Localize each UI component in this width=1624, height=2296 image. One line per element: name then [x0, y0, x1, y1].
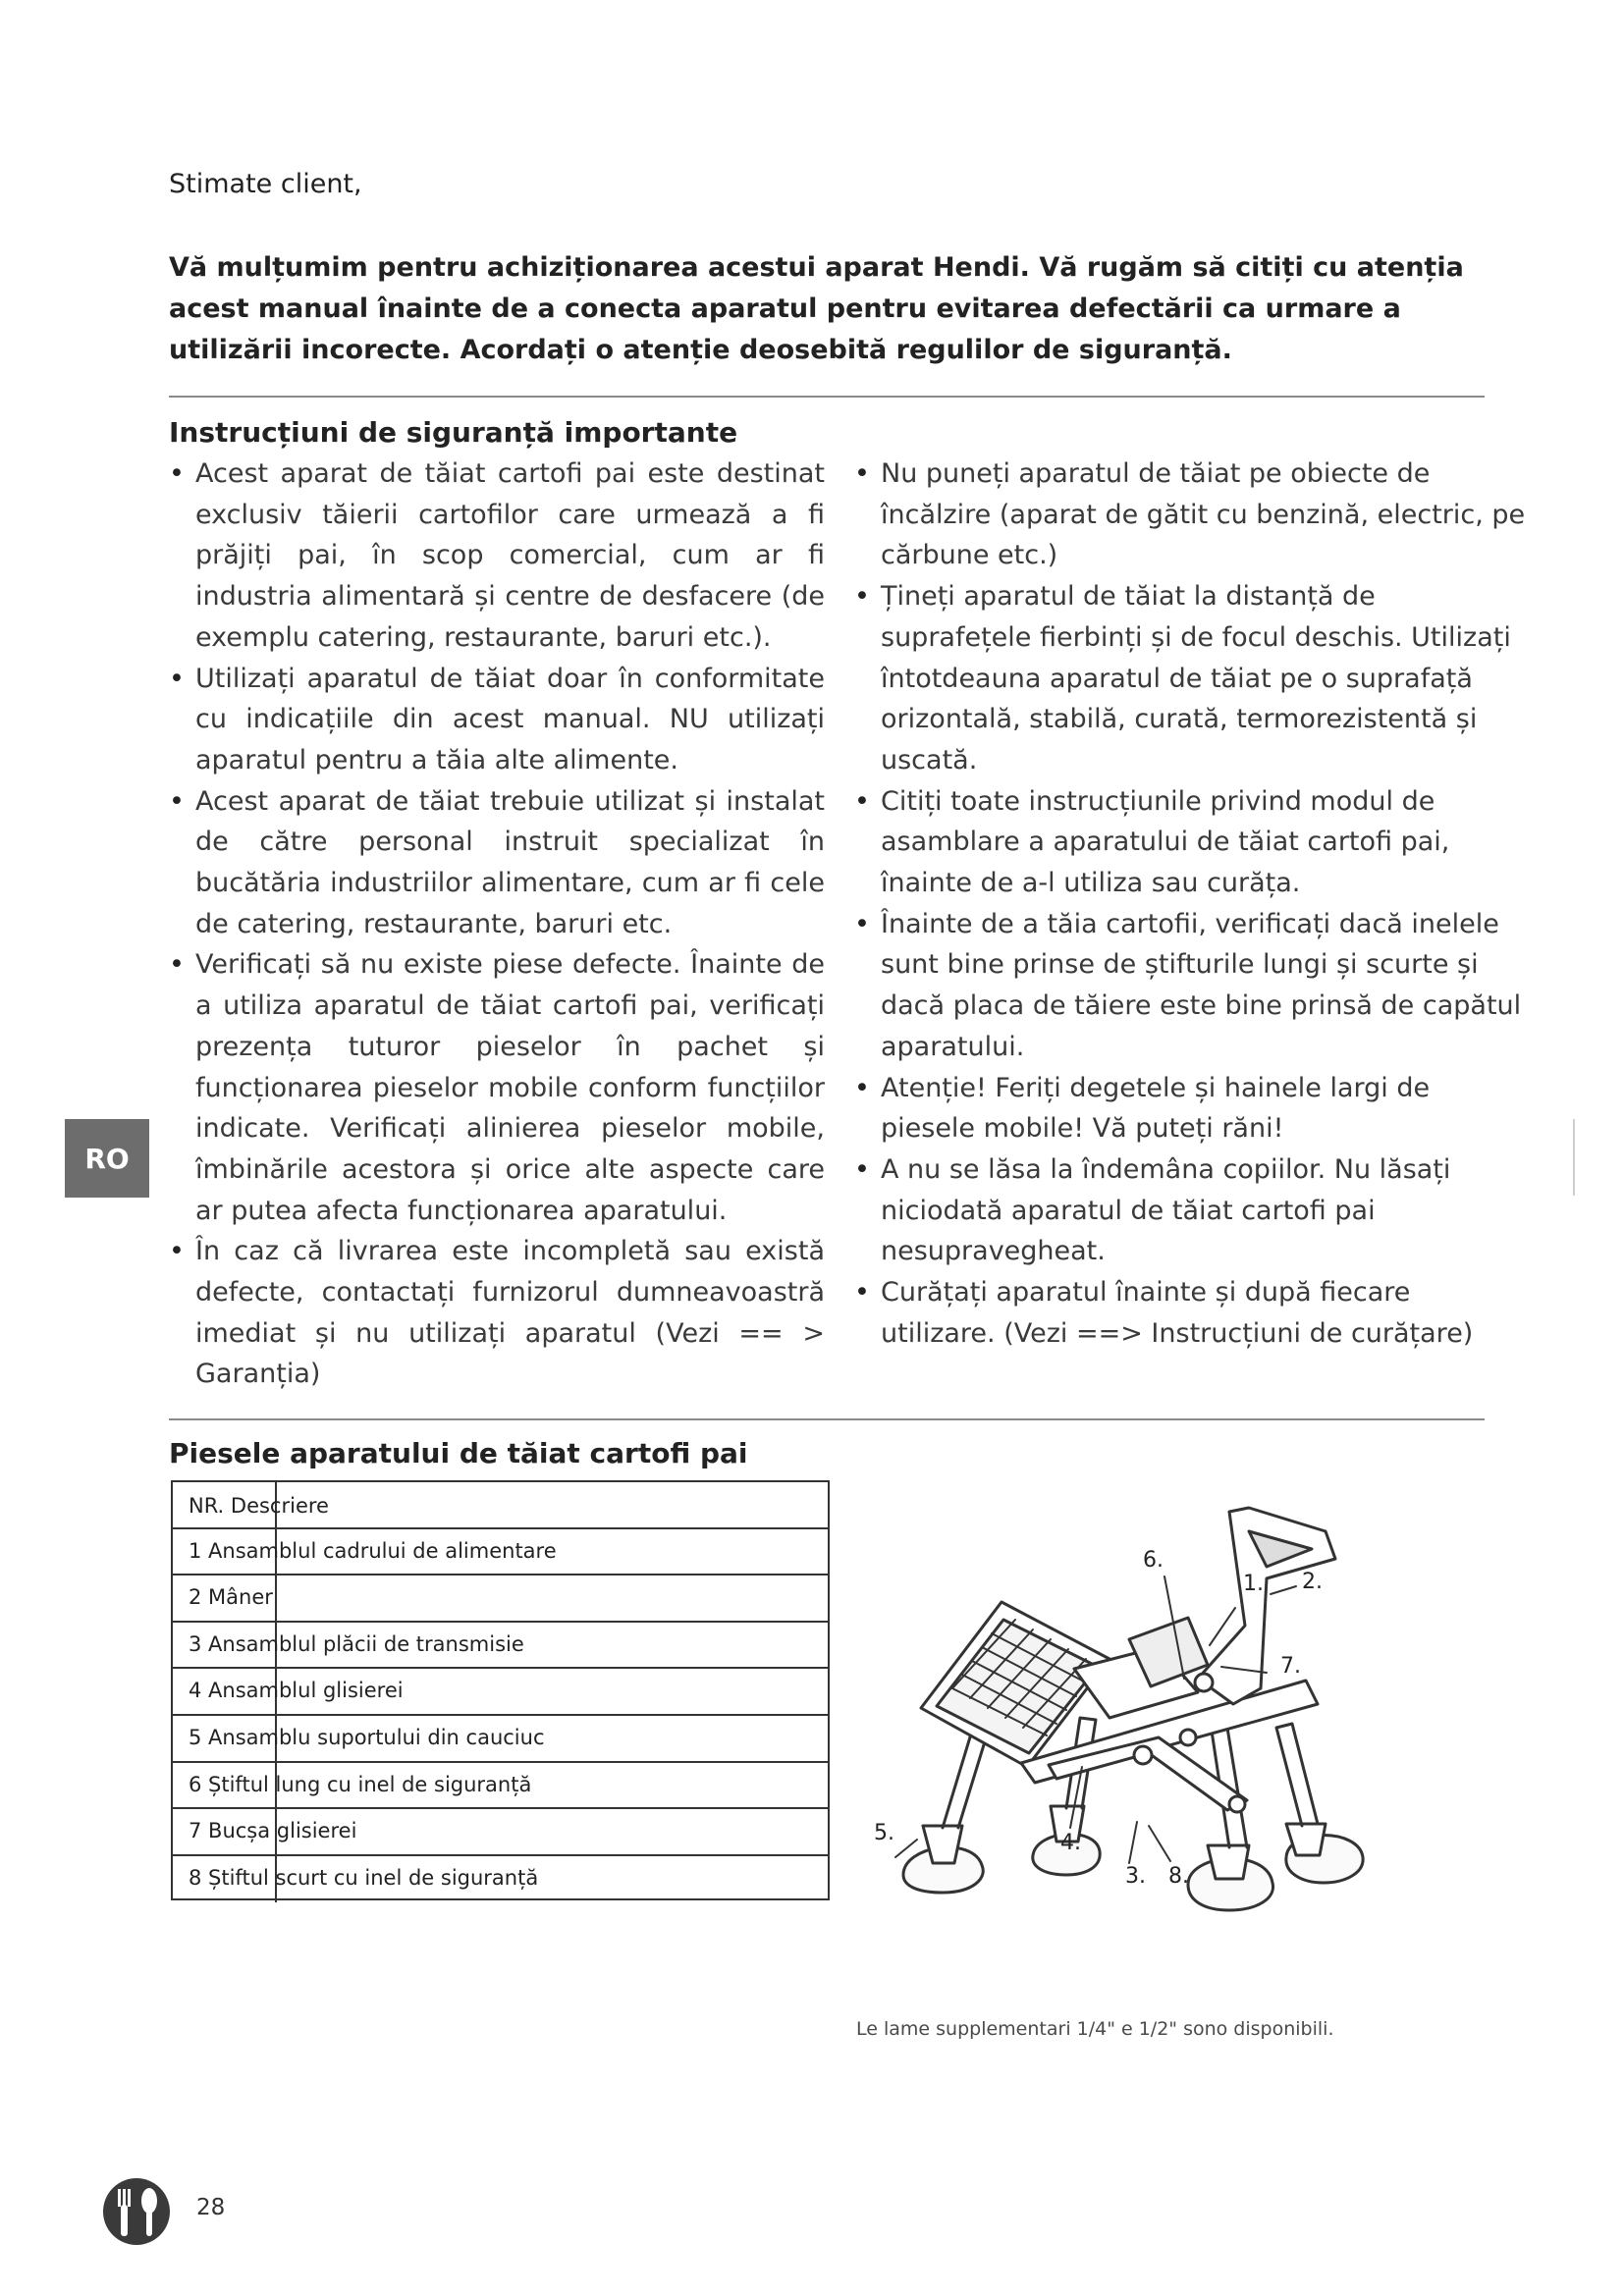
table-header: NR. Descriere	[189, 1494, 329, 1518]
parts-table	[171, 1480, 830, 1900]
safety-title: Instrucțiuni de siguranță importante	[169, 416, 738, 449]
table-row	[173, 1809, 828, 1856]
intro-paragraph: Vă mulțumim pentru achiziționarea acestui aparat Hendi. Vă rugăm să citiți cu atenția acest manual înainte de a conecta aparatul pentru evitarea defectării ca urmare a utilizării incorecte. Acordați o atenție deosebită regulilor de siguranță.	[169, 252, 1464, 365]
divider-top	[169, 396, 1485, 398]
list-item: • Utilizați aparatul de tăiat doar în conformitate cu indicațiile din acest manual. NU utilizați aparatul pentru a tăia alte alimente.	[169, 659, 825, 781]
list-item: • Curățați aparatul înainte și după fiecare utilizare. (Vezi ==> Instrucțiuni de curățare)	[854, 1272, 1532, 1354]
parts-title: Piesele aparatului de tăiat cartofi pai	[169, 1437, 748, 1469]
table-row	[173, 1575, 828, 1623]
callout-label: 5.	[874, 1821, 894, 1845]
list-item: • Înainte de a tăia cartofii, verificați dacă inelele sunt bine prinse de știfturile lungi și scurte și dacă placa de tăiere este bine prinsă de capătul aparatului.	[854, 904, 1532, 1068]
list-item: • Nu puneți aparatul de tăiat pe obiecte de încălzire (aparat de gătit cu benzină, electric, pe cărbune etc.)	[854, 454, 1532, 576]
table-cell: 3 Ansamblul plăcii de transmisie	[189, 1631, 524, 1656]
list-item: • Acest aparat de tăiat cartofi pai este destinat exclusiv tăierii cartofilor care urmează a fi prăjiți pai, în scop comercial, cum ar fi industria alimentară și centre de desfacere (de exemplu catering, restaurante, baruri etc.).	[169, 454, 825, 659]
callout-label: 6.	[1143, 1548, 1164, 1573]
figure-caption: Le lame supplementari 1/4" e 1/2" sono disponibili.	[856, 2018, 1334, 2040]
list-item: • Verificați să nu existe piese defecte. Înainte de a utiliza aparatul de tăiat cartofi pai, verificați prezența tuturor pieselor în pachet și funcționarea pieselor mobile conform funcțiilor indicate. Verificați alinierea pieselor mobile, îmbinările acestora și orice alte aspecte care ar putea afecta funcționarea aparatului.	[169, 944, 825, 1231]
table-cell: 8 Știftul scurt cu inel de siguranță	[189, 1865, 539, 1890]
table-cell: 7 Bucșa glisierei	[189, 1819, 357, 1843]
list-item: • Țineți aparatul de tăiat la distanță de suprafețele fierbinți și de focul deschis. Utilizați întotdeauna aparatul de tăiat pe o suprafață orizontală, stabilă, curată, termorezistentă și uscată.	[854, 576, 1532, 781]
page-number: 28	[196, 2195, 226, 2220]
callout-label: 2.	[1302, 1570, 1323, 1594]
safety-list-left	[169, 454, 825, 1395]
table-cell: 2 Mâner	[189, 1585, 273, 1610]
table-cell: 5 Ansamblu suportului din cauciuc	[189, 1725, 545, 1749]
divider-middle	[169, 1418, 1485, 1420]
table-row	[173, 1529, 828, 1576]
callout-label: 3.	[1125, 1864, 1146, 1889]
table-row	[173, 1763, 828, 1810]
table-row	[173, 1856, 828, 1903]
table-cell: 6 Știftul lung cu inel de siguranță	[189, 1772, 532, 1796]
safety-list-right	[854, 454, 1532, 1354]
margin-mark	[1573, 1119, 1575, 1196]
callout-label: 1.	[1243, 1572, 1264, 1596]
table-row	[173, 1623, 828, 1670]
list-item: • A nu se lăsa la îndemâna copiilor. Nu lăsați niciodată aparatul de tăiat cartofi pai nesupravegheat.	[854, 1149, 1532, 1272]
table-header-row	[173, 1482, 828, 1529]
greeting: Stimate client,	[169, 169, 362, 199]
callout-label: 4.	[1060, 1831, 1081, 1855]
cutter-diagram	[864, 1472, 1445, 1983]
table-row	[173, 1669, 828, 1716]
callout-label: 7.	[1280, 1654, 1301, 1679]
table-cell: 1 Ansamblul cadrului de alimentare	[189, 1538, 557, 1563]
language-tab: RO	[65, 1119, 149, 1198]
list-item: • Atenție! Feriți degetele și hainele largi de piesele mobile! Vă puteți răni!	[854, 1068, 1532, 1149]
table-row	[173, 1716, 828, 1763]
list-item: • Acest aparat de tăiat trebuie utilizat și instalat de către personal instruit specializat în bucătăria industriilor alimentare, cum ar fi cele de catering, restaurante, baruri etc.	[169, 781, 825, 945]
cutlery-logo-icon	[102, 2177, 171, 2246]
callout-label: 8.	[1168, 1864, 1189, 1889]
table-cell: 4 Ansamblul glisierei	[189, 1679, 404, 1703]
list-item: • Citiți toate instrucțiunile privind modul de asamblare a aparatului de tăiat cartofi pai, înainte de a-l utiliza sau curăța.	[854, 781, 1532, 904]
list-item: • În caz că livrarea este incompletă sau există defecte, contactați furnizorul dumneavoastră imediat și nu utilizați aparatul (Vezi == > Garanția)	[169, 1231, 825, 1395]
